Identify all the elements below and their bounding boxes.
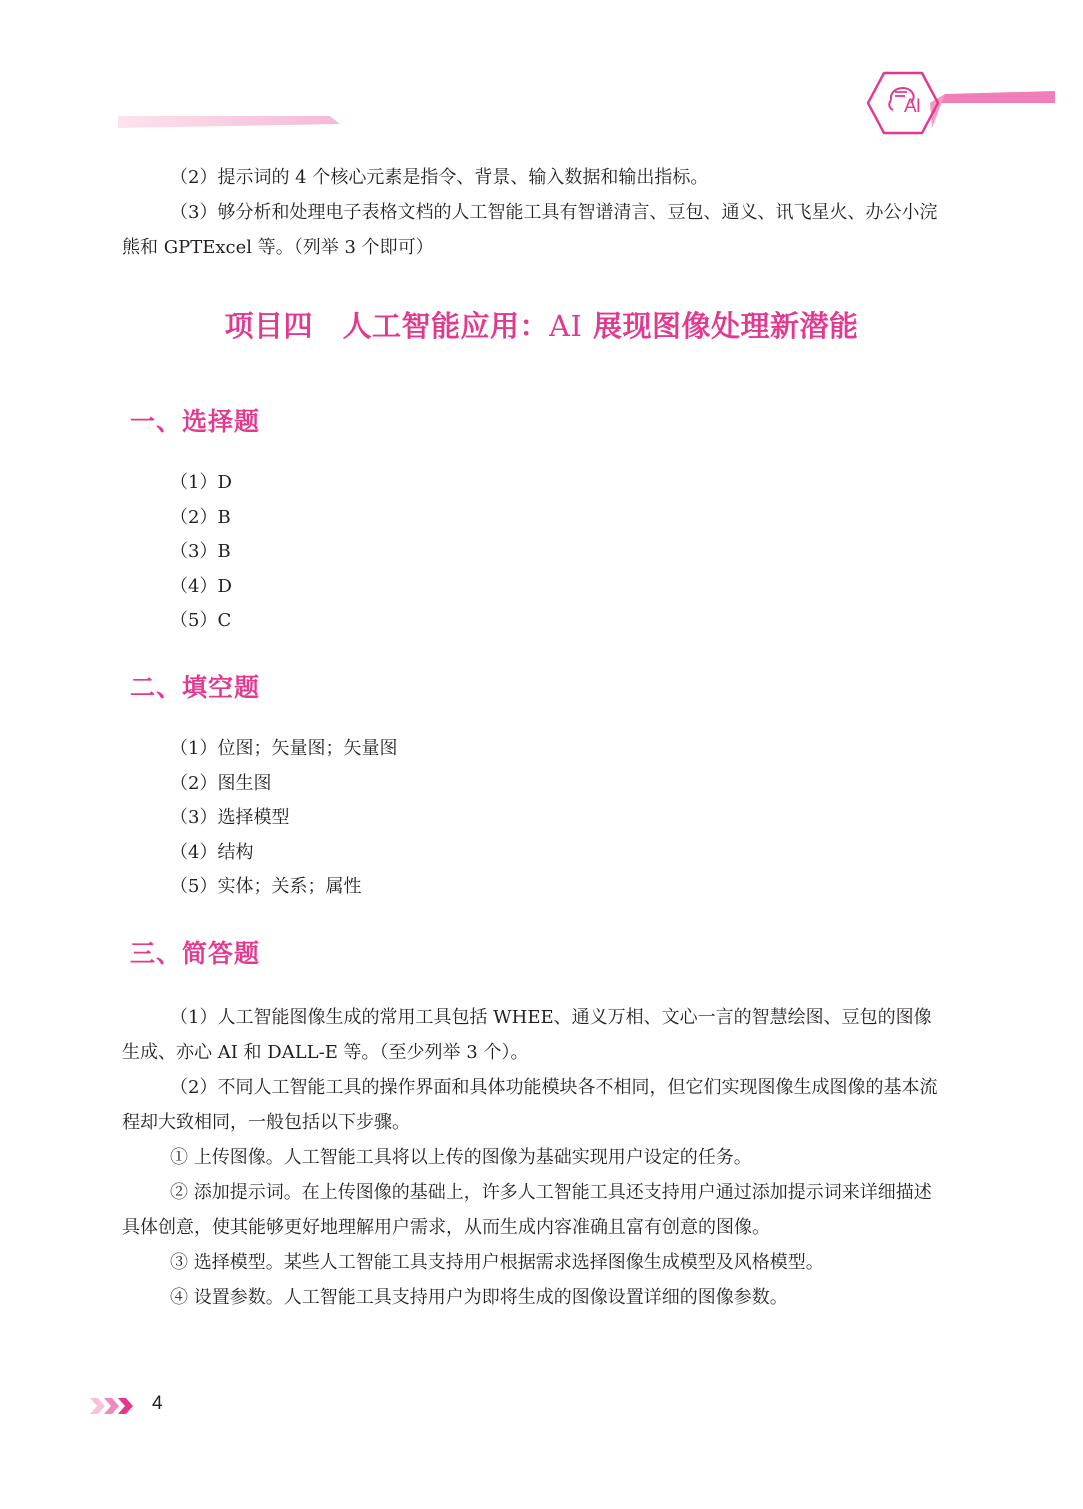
page-number: 4 <box>152 1393 163 1414</box>
section-title-choice: 一、选择题 <box>130 407 261 436</box>
fill-blank-answers <box>170 732 397 905</box>
list-item: （4）D <box>170 575 232 597</box>
list-item: （5）实体；关系；属性 <box>170 876 362 897</box>
section-title-short-answer: 三、简答题 <box>130 939 261 968</box>
project-title-ai: AI <box>549 309 583 343</box>
answer-step: ② 添加提示词。在上传图像的基础上，许多人工智能工具还支持用户通过添加提示词来详细描述具体创意，使其能够更好地理解用户需求，从而生成内容准确且富有创意的图像。 <box>122 1182 932 1238</box>
project-title-part2: 展现图像处理新潜能 <box>582 309 859 343</box>
header-logo-label: AI <box>904 96 920 117</box>
section-title-fill-blank: 二、填空题 <box>130 673 261 702</box>
short-answer-text <box>122 1000 942 1315</box>
answer-paragraph: （1）人工智能图像生成的常用工具包括 WHEE、通义万相、文心一言的智慧绘图、豆包的图像生成、亦心 AI 和 DALL-E 等。（至少列举 3 个）。 <box>122 1007 932 1063</box>
list-item: （1）位图；矢量图；矢量图 <box>170 738 398 759</box>
list-item: （1）D <box>170 472 232 493</box>
list-item: （2）图生图 <box>170 772 272 794</box>
list-item: （5）C <box>170 610 232 631</box>
intro-paragraph-1: （2）提示词的 4 个核心元素是指令、背景、输入数据和输出指标。 <box>170 167 709 188</box>
list-item: （4）结构 <box>170 841 254 863</box>
project-title <box>0 304 1083 345</box>
chevron-right-icon <box>90 1397 136 1415</box>
answer-step: ① 上传图像。人工智能工具将以上传的图像为基础实现用户设定的任务。 <box>170 1147 752 1168</box>
project-title-part1: 项目四 人工智能应用： <box>224 309 549 343</box>
answer-paragraph: （2）不同人工智能工具的操作界面和具体功能模块各不相同，但它们实现图像生成图像的基本流程却大致相同，一般包括以下步骤。 <box>122 1077 938 1133</box>
answer-step: ④ 设置参数。人工智能工具支持用户为即将生成的图像设置详细的图像参数。 <box>170 1287 788 1308</box>
list-item: （3）B <box>170 541 231 562</box>
answer-step: ③ 选择模型。某些人工智能工具支持用户根据需求选择图像生成模型及风格模型。 <box>170 1252 824 1273</box>
list-item: （3）选择模型 <box>170 807 290 828</box>
choice-answers <box>170 466 232 639</box>
list-item: （2）B <box>170 506 231 528</box>
intro-paragraph-2: （3）够分析和处理电子表格文档的人工智能工具有智谱清言、豆包、通义、讯飞星火、办公小浣熊和 GPTExcel 等。（列举 3 个即可） <box>122 202 938 258</box>
intro-text <box>122 160 942 265</box>
